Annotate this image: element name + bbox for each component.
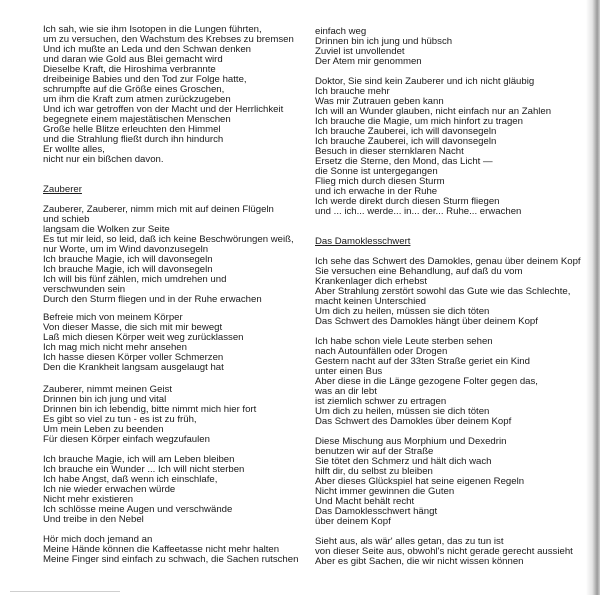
- lyric-line: Dieselbe Kraft, die Hiroshima verbrannte: [43, 64, 216, 75]
- lyric-line: Es tut mir leid, so leid, daß ich keine Beschwörungen weiß,: [43, 234, 294, 245]
- stanza: [315, 537, 573, 567]
- lyric-line: und die Strahlung fließt durch ihn hindurch: [43, 134, 224, 145]
- lyric-line: Ich brauche ein Wunder ... Ich will nicht sterben: [43, 464, 245, 475]
- lyric-line: begegnete einem majestätischen Menschen: [43, 114, 231, 125]
- lyric-line: Ich brauche mehr: [315, 86, 390, 97]
- page-edge-shadow: [586, 0, 600, 595]
- lyric-line: Das Schwert des Damokles über deinem Kopf: [315, 416, 512, 427]
- lyric-line: Drinnen bin ich jung und vital: [43, 394, 167, 405]
- stanza: [315, 77, 551, 217]
- stanza: [43, 455, 244, 525]
- stanza: [315, 257, 581, 327]
- stanza: [43, 535, 298, 565]
- lyric-line: Große helle Blitze erleuchten den Himmel: [43, 124, 221, 135]
- lyric-line: Ich hasse diesen Körper voller Schmerzen: [43, 352, 224, 363]
- lyric-line: Er wollte alles,: [43, 144, 105, 155]
- lyric-line: einfach weg: [315, 26, 367, 37]
- lyric-line: und daran wie Gold aus Blei gemacht wird: [43, 54, 223, 65]
- lyric-line: Gestern nacht auf der 33ten Straße geriet ein Kind: [315, 356, 530, 367]
- lyric-line: Drinnen bin ich lebendig, bitte nimmt mich hier fort: [43, 404, 257, 415]
- lyric-line: Flieg mich durch diesen Sturm: [315, 176, 445, 187]
- lyric-line: Was mir Zutrauen geben kann: [315, 96, 444, 107]
- lyric-line: Ich brauche die Magie, um mich hinfort zu tragen: [315, 116, 523, 127]
- lyric-line: Ich habe Angst, daß wenn ich einschlafe,: [43, 474, 218, 485]
- lyric-line: Nicht immer gewinnen die Guten: [315, 486, 455, 497]
- lyric-line: Krankenlager dich erhebst: [315, 276, 427, 287]
- lyric-line: Der Atem mir genommen: [315, 56, 422, 67]
- lyric-line: Besuch in dieser sternklaren Nacht: [315, 146, 464, 157]
- lyric-line: verschwunden sein: [43, 284, 126, 295]
- lyric-line: Meine Finger sind einfach zu schwach, die Sachen rutschen: [43, 554, 299, 565]
- lyric-line: Und treibe in den Nebel: [43, 514, 144, 525]
- lyric-line: nicht nur ein bißchen davon.: [43, 154, 164, 165]
- lyric-line: Ich habe schon viele Leute sterben sehen: [315, 336, 493, 347]
- lyric-line: Aber es gibt Sachen, die wir nicht wissen können: [315, 556, 524, 567]
- lyric-line: Ich brauche Zauberei, ich will davonsegeln: [315, 136, 497, 147]
- lyric-line: Sieht aus, als wär' alles getan, das zu tun ist: [315, 536, 504, 547]
- lyric-line: Um dich zu heilen, müssen sie dich töten: [315, 406, 490, 417]
- lyric-line: die Sonne ist untergegangen: [315, 166, 438, 177]
- lyric-line: Und ich war getroffen von der Macht und der Herrlichkeit: [43, 104, 284, 115]
- lyric-line: Ich will bis fünf zählen, mich umdrehen und: [43, 274, 227, 285]
- lyric-line: nach Autounfällen oder Drogen: [315, 346, 448, 357]
- stanza: [315, 337, 538, 427]
- lyric-line: Ich brauche Magie, ich will davonsegeln: [43, 254, 213, 265]
- lyric-line: Hör mich doch jemand an: [43, 534, 153, 545]
- lyric-line: und ... ich... werde... in... der... Ruhe... erwachen: [315, 206, 522, 217]
- lyric-line: Sie tötet den Schmerz und hält dich wach: [315, 456, 492, 467]
- lyric-line: Ich sah, wie sie ihm Isotopen in die Lungen führten,: [43, 24, 262, 35]
- lyric-line: Aber diese in die Länge gezogene Folter gegen das,: [315, 376, 538, 387]
- lyric-line: Ich will an Wunder glauben, nicht einfach nur an Zahlen: [315, 106, 552, 117]
- lyric-line: Um mein Leben zu beenden: [43, 424, 164, 435]
- page-divider: [10, 591, 120, 592]
- lyric-line: Das Damoklesschwert hängt: [315, 506, 438, 517]
- lyric-line: Für diesen Körper einfach wegzufaulen: [43, 434, 210, 445]
- lyric-line: um ihm die Kraft zum atmen zurückzugeben: [43, 94, 231, 105]
- lyric-line: Von dieser Masse, die sich mit mir bewegt: [43, 322, 223, 333]
- stanza: [315, 27, 452, 67]
- lyric-line: Ersetz die Sterne, den Mond, das Licht —: [315, 156, 493, 167]
- lyric-line: macht keinen Unterschied: [315, 296, 426, 307]
- lyric-line: Laß mich diesen Körper weit weg zurücklassen: [43, 332, 244, 343]
- lyric-line: Um dich zu heilen, müssen sie dich töten: [315, 306, 490, 317]
- lyric-line: langsam die Wolken zur Seite: [43, 224, 170, 235]
- lyric-line: Aber dieses Glückspiel hat seine eigenen Regeln: [315, 476, 525, 487]
- lyric-line: von dieser Seite aus, obwohl's nicht gerade gerecht aussieht: [315, 546, 573, 557]
- lyric-line: Zauberer, nimmt meinen Geist: [43, 384, 173, 395]
- lyric-line: Ich sehe das Schwert des Damokles, genau über deinem Kopf: [315, 256, 581, 267]
- lyric-line: ist ziemlich schwer zu ertragen: [315, 396, 447, 407]
- lyric-line: Den die Krankheit langsam ausgelaugt hat: [43, 362, 224, 373]
- lyric-line: Befreie mich von meinem Körper: [43, 312, 183, 323]
- lyric-line: Drinnen bin ich jung und hübsch: [315, 36, 453, 47]
- lyric-line: Zuviel ist unvollendet: [315, 46, 405, 57]
- lyric-line: Und ich mußte an Leda und den Schwan denken: [43, 44, 252, 55]
- lyric-line: benutzen wir auf der Straße: [315, 446, 434, 457]
- lyric-line: Durch den Sturm fliegen und in der Ruhe erwachen: [43, 294, 262, 305]
- lyric-line: Doktor, Sie sind kein Zauberer und ich nicht gläubig: [315, 76, 535, 87]
- stanza: [315, 437, 524, 527]
- song-title-damoklesschwert: Das Damoklesschwert: [315, 236, 411, 247]
- lyric-line: Ich werde direkt durch diesen Sturm fliegen: [315, 196, 500, 207]
- lyric-line: über deinem Kopf: [315, 516, 391, 527]
- lyric-line: hilft dir, du selbst zu bleiben: [315, 466, 433, 477]
- lyric-line: Und Macht behält recht: [315, 496, 415, 507]
- lyric-line: Ich brauche Magie, ich will am Leben bleiben: [43, 454, 235, 465]
- lyric-line: Ich mag mich nicht mehr ansehen: [43, 342, 187, 353]
- lyric-line: Ich brauche Zauberei, ich will davonsegeln: [315, 126, 497, 137]
- lyric-line: Es gibt so viel zu tun - es ist zu früh,: [43, 414, 197, 425]
- lyric-line: dreibeinige Babies und den Tod zur Folge hatte,: [43, 74, 247, 85]
- lyric-line: schrumpfte auf die Größe eines Groschen,: [43, 84, 225, 95]
- lyric-line: Diese Mischung aus Morphium und Dexedrin: [315, 436, 507, 447]
- lyric-line: um zu versuchen, den Wachstum des Krebses zu bremsen: [43, 34, 294, 45]
- lyric-line: nur Worte, um im Wind davonzusegeln: [43, 244, 209, 255]
- stanza: [43, 205, 294, 305]
- lyric-line: was an dir lebt: [315, 386, 377, 397]
- song-title-zauberer: Zauberer: [43, 184, 82, 195]
- lyric-line: Ich brauche Magie, ich will davonsegeln: [43, 264, 213, 275]
- lyric-line: und ich erwache in der Ruhe: [315, 186, 438, 197]
- lyric-line: Nicht mehr existieren: [43, 494, 134, 505]
- lyric-line: Aber Strahlung zerstört sowohl das Gute wie das Schlechte,: [315, 286, 571, 297]
- lyric-line: und schieb: [43, 214, 90, 225]
- lyric-line: unter einen Bus: [315, 366, 383, 377]
- stanza: [43, 25, 294, 165]
- lyric-line: Zauberer, Zauberer, nimm mich mit auf deinen Flügeln: [43, 204, 274, 215]
- lyric-line: Das Schwert des Damokles hängt über deinem Kopf: [315, 316, 538, 327]
- stanza: [43, 313, 244, 373]
- lyric-line: Ich nie wieder erwachen würde: [43, 484, 176, 495]
- stanza: [43, 385, 256, 445]
- lyric-line: Meine Hände können die Kaffeetasse nicht mehr halten: [43, 544, 280, 555]
- lyric-line: Ich schlösse meine Augen und verschwände: [43, 504, 233, 515]
- lyric-line: Sie versuchen eine Behandlung, auf daß du vom: [315, 266, 523, 277]
